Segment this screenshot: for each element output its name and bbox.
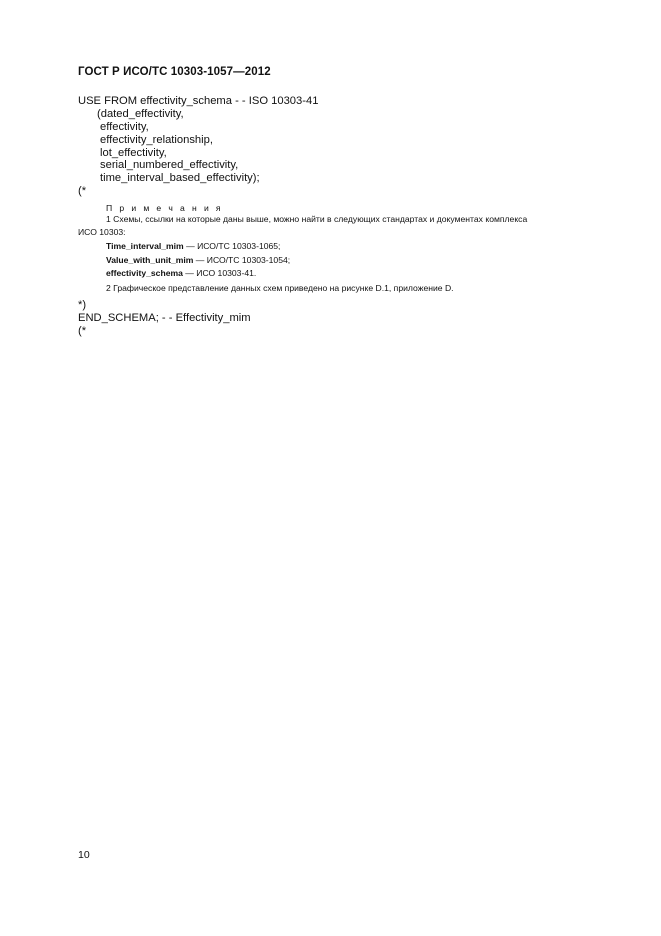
note-2: 2 Графическое представление данных схем приведено на рисунке D.1, приложение D. (106, 283, 454, 293)
schema-ref-text: — ИСО 10303-41. (182, 268, 257, 278)
schema-ref-text: — ИСО/ТС 10303-1065; (183, 241, 281, 251)
comment-open: (* (78, 185, 87, 197)
code-line-serial-numbered-effectivity: serial_numbered_effectivity, (100, 159, 239, 171)
page-number: 10 (78, 849, 90, 861)
code-line-time-interval-based-effectivity: time_interval_based_effectivity); (100, 172, 260, 184)
note-1-line-1: 1 Схемы, ссылки на которые даны выше, можно найти в следующих стандартах и документах комплекса (106, 214, 528, 224)
code-line-use-from: USE FROM effectivity_schema - - ISO 10303-41 (78, 95, 319, 107)
document-header: ГОСТ Р ИСО/ТС 10303-1057—2012 (78, 66, 271, 78)
code-line-dated-effectivity: (dated_effectivity, (97, 108, 184, 120)
code-line-effectivity: effectivity, (100, 121, 149, 133)
notes-heading: П р и м е ч а н и я (106, 203, 223, 213)
code-line-end-schema: END_SCHEMA; - - Effectivity_mim (78, 312, 251, 324)
schema-ref-time-interval (106, 241, 280, 252)
code-line-effectivity-relationship: effectivity_relationship, (100, 134, 213, 146)
schema-ref-name: Value_with_unit_mim (106, 255, 194, 265)
schema-ref-text: — ИСО/ТС 10303-1054; (193, 255, 291, 265)
comment-open-final: (* (78, 325, 87, 337)
schema-ref-name: Time_interval_mim (106, 241, 184, 251)
schema-ref-value-with-unit (106, 255, 290, 266)
schema-ref-effectivity-schema (106, 268, 256, 279)
schema-ref-name: effectivity_schema (106, 268, 183, 278)
comment-close: *) (78, 299, 87, 311)
note-1-line-2: ИСО 10303: (78, 227, 126, 237)
code-line-lot-effectivity: lot_effectivity, (100, 147, 167, 159)
